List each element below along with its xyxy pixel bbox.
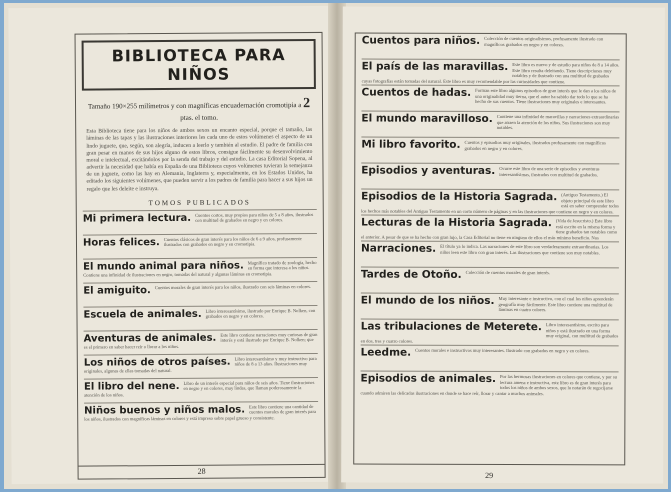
- book-entry: [83, 257, 317, 283]
- book-desc: Libro interesantísimo y muy instructivo para niños de 8 a 13 años. Ilustraciones muy originales, algunas de ellas tomadas del natural.: [83, 355, 317, 374]
- book-entry: [361, 345, 619, 372]
- book-desc: Libro interesantísimo, escrito para niños y está ilustrado en una forma muy original, con multitud de grabados en dos, tres y cuatro colores.: [360, 322, 619, 344]
- book-desc: Cuentos clásicos de gran interés para los niños de 6 a 9 años, profusamente ilustrados con grabados en negro y en cromotipia.: [163, 235, 302, 248]
- subtitle-before: Tamaño 190×255 milímetros y con magníficas encuadernación cromotipia a: [87, 101, 302, 111]
- book-entry: [361, 189, 619, 216]
- book-desc: Contiene una infinidad de maravillas y narraciones extraordinarias que atraen la atención de los niños. Sus ilustraciones son muy notables.: [496, 113, 620, 131]
- book-entry: [362, 34, 620, 60]
- book-desc: Cuentos morales e instructivos muy interesantes. Ilustrado con grabados en negro y en colores.: [415, 347, 590, 354]
- book-desc: Libro de un interés especial para niños de seis años. Tiene ilustraciones en negro y en colores, muy lindas, que llaman poderosamente la atención de los niños.: [84, 379, 315, 398]
- right-entries: [354, 33, 625, 397]
- page-number-left: 28: [79, 464, 325, 477]
- book-entry: [361, 163, 619, 190]
- book-title: Horas felices.: [82, 236, 160, 249]
- tomos-heading: TOMOS PUBLICADOS: [148, 198, 251, 207]
- book-entry: [84, 377, 318, 403]
- book-entry: [361, 241, 619, 268]
- book-desc: Cuentos morales de gran interés para los niños, ilustrado con seis láminas en colores.: [154, 283, 312, 290]
- book-title: Episodios y aventuras.: [361, 164, 496, 177]
- book-title: Episodios de animales.: [360, 372, 496, 385]
- book-entry: [84, 329, 318, 355]
- book-title: El país de las maravillas.: [361, 60, 509, 74]
- book-entry: [361, 293, 619, 320]
- book-entry: [83, 233, 317, 259]
- left-entries: [77, 209, 325, 427]
- book-desc: Forman este libro algunos episodios de gran interés que le dan a los niños de una originalidad muy tierna, que el autor ha sabido dar todo lo que se ha hecho de sus cuentos. Tiene ilustraciones muy originales e interesantes.: [475, 87, 617, 105]
- book-title: Escuela de animales.: [83, 308, 202, 321]
- book-title: Mi libro favorito.: [361, 138, 461, 151]
- book-entry: [361, 267, 619, 294]
- book-title: El mundo animal para niños.: [83, 260, 244, 273]
- book-desc: Muy interesante e instructivo, con el cual los niños aprenderán geografía muy fácilmente. Este libro contiene una multitud de láminas en cuatro colores.: [498, 295, 614, 313]
- book-entry: [362, 59, 620, 86]
- book-title: Lecturas de la Historia Sagrada.: [361, 216, 552, 230]
- right-page: [341, 6, 665, 483]
- book-entry: [361, 85, 619, 112]
- book-desc: Cuentos y episodios muy originales, ilustrados profusamente con magníficos grabados en negro y en colores.: [464, 139, 606, 151]
- book-entry: [361, 319, 619, 346]
- left-page: [8, 6, 333, 484]
- book-title: El amiguito.: [83, 284, 151, 297]
- book-entry: [83, 281, 317, 307]
- book-entry: [84, 353, 318, 379]
- book-title: Los niños de otros países.: [83, 356, 231, 369]
- book-entry: [361, 137, 619, 164]
- page-title: BIBLIOTECA PARA NIÑOS: [111, 45, 286, 85]
- book-desc: Este libro es nuevo y de estudio para niños de 8 a 14 años. Este libro resulta deleitando. Tiene descripciones muy notables y de ilustrado con una multitud de grabados cuyas fotografías están tomadas del natural. Este libro es muy recomendable por las curiosidades que contiene.: [361, 62, 620, 85]
- book-desc: Ocurre este libro de una serie de episodios y aventuras interesantísimas, ilustrados con multitud de grabados.: [499, 165, 600, 178]
- book-desc: Magnífico tratado de zoología, hecho en forma que interesa a los niños. Contiene una infinidad de ilustraciones en negro, tomadas del natural y algunas láminas en cromotipia.: [83, 259, 317, 278]
- subtitle: [86, 95, 312, 123]
- book-desc: Colección de cuentos morales de gran interés.: [465, 269, 550, 276]
- book-title: Cuentos de hadas.: [361, 86, 472, 99]
- book-desc: Este libro contiene narraciones muy curiosas de gran interés y está ilustrado por Enrique B. Nolken; que es el primero en saber hacer reír o llorar a los niños.: [83, 331, 318, 350]
- intro-text: Esta Biblioteca tiene para los niños de ambos sexos un encanto especial, porque el tamaño, las láminas de las tapas y las ilustraciones interiores les cada uno de estos volúmenes el aspecto de un lindo juguete, que, según, son alegría, inducen a leerlo y también al estudio. El padre de familia con gran pesar en manos de sus hijos alguno de estos libros, consigue fácilmente su desenvolvimiento moral e intelectual, excitándolos por la senda del trabajo y del estudio. La casa Editorial Sopena, al advertir la necesidad que había en España de una Biblioteca cuyos volúmenes tuvieran la semejanza de un juguete, como las hay en Alemania, Inglaterra y, especialmente, en los Estados Unidos, ha editado los siguientes volúmenes, que pueden servir a los padres de familia para hacer a sus hijos un regalo que les deleite e instruya.: [86, 127, 313, 193]
- book-title: Leedme.: [360, 346, 412, 359]
- title-box: [82, 39, 316, 91]
- book-desc: (Antiguo Testamento.) El objeto principal de este libro está en saber comprender todos los hechos más notables del Antiguo Testamento en un corto número de páginas y en las ilustraciones que contiene en negro y en colores.: [361, 192, 619, 215]
- book-title: Tardes de Otoño.: [360, 268, 462, 281]
- book-entry: [361, 215, 619, 242]
- book-title: Narraciones.: [360, 242, 437, 255]
- left-page-frame: [75, 32, 326, 480]
- book-title: Episodios de la Historia Sagrada.: [361, 190, 558, 204]
- book-entry: [360, 371, 618, 398]
- book-title: Niños buenos y niños malos.: [84, 404, 246, 417]
- book-title: Aventuras de animales.: [83, 332, 217, 345]
- book-desc: Colección de cuentos originalísimos, profusamente ilustrado con magníficos grabados en negro y en colores.: [484, 35, 604, 47]
- book-entry: [84, 401, 318, 427]
- subtitle-after: ptas. el tomo.: [180, 113, 218, 122]
- book-title: Las tribulaciones de Meterete.: [360, 320, 542, 334]
- book-title: Mi primera lectura.: [82, 212, 192, 225]
- book-desc: El título ya lo indica. Las narraciones de este libro son verdaderamente extraordinarias. Los niños leen este libro con gran interés. Las ilustraciones que contiene son muy notables.: [440, 243, 609, 256]
- subtitle-price: 2: [303, 96, 311, 112]
- book-desc: Libro interesantísimo, ilustrado por Enrique B. Nolken, con grabados en negro y en colores.: [205, 307, 316, 320]
- book-title: El libro del nene.: [83, 380, 180, 393]
- right-page-frame: [353, 32, 627, 480]
- book-title: El mundo de los niños.: [360, 294, 495, 307]
- book-title: El mundo maravilloso.: [361, 112, 493, 125]
- book-title: Cuentos para niños.: [361, 34, 481, 47]
- book-spread: [4, 3, 668, 489]
- book-entry: [361, 111, 619, 138]
- book-desc: Este libro contiene una cantidad de cuentos morales de gran interés para los niños, ilustrados con magníficas láminas en colores y está impreso sobre papel grueso y consistente.: [84, 403, 317, 422]
- page-number-right: 29: [485, 470, 494, 480]
- book-entry: [83, 209, 317, 235]
- book-entry: [83, 305, 317, 331]
- book-desc: Por las hermosas ilustraciones en colores que contiene, y por su lectura amena e instructiva, este libro es de gran interés para todos los niños de ambos sexos, que lo notarán de regocijarse cuando admiren las delicadas ilustraciones en donde se hace reír, llorar y cantar a muchos animales.: [360, 373, 617, 397]
- book-desc: Cuentos cortos, muy propios para niños de 5 a 8 años, ilustrados con multitud de grabados en negro y en colores.: [195, 211, 314, 224]
- book-desc: (Vida de Jesucristo.) Este libro está escrito en la misma forma y tiene grabados tan notables como el anterior. A pesar de que se ha hecho con gran lujo, la Casa Editorial no tiene en ninguno de ellos el más mínimo beneficio. Nos: [361, 218, 618, 241]
